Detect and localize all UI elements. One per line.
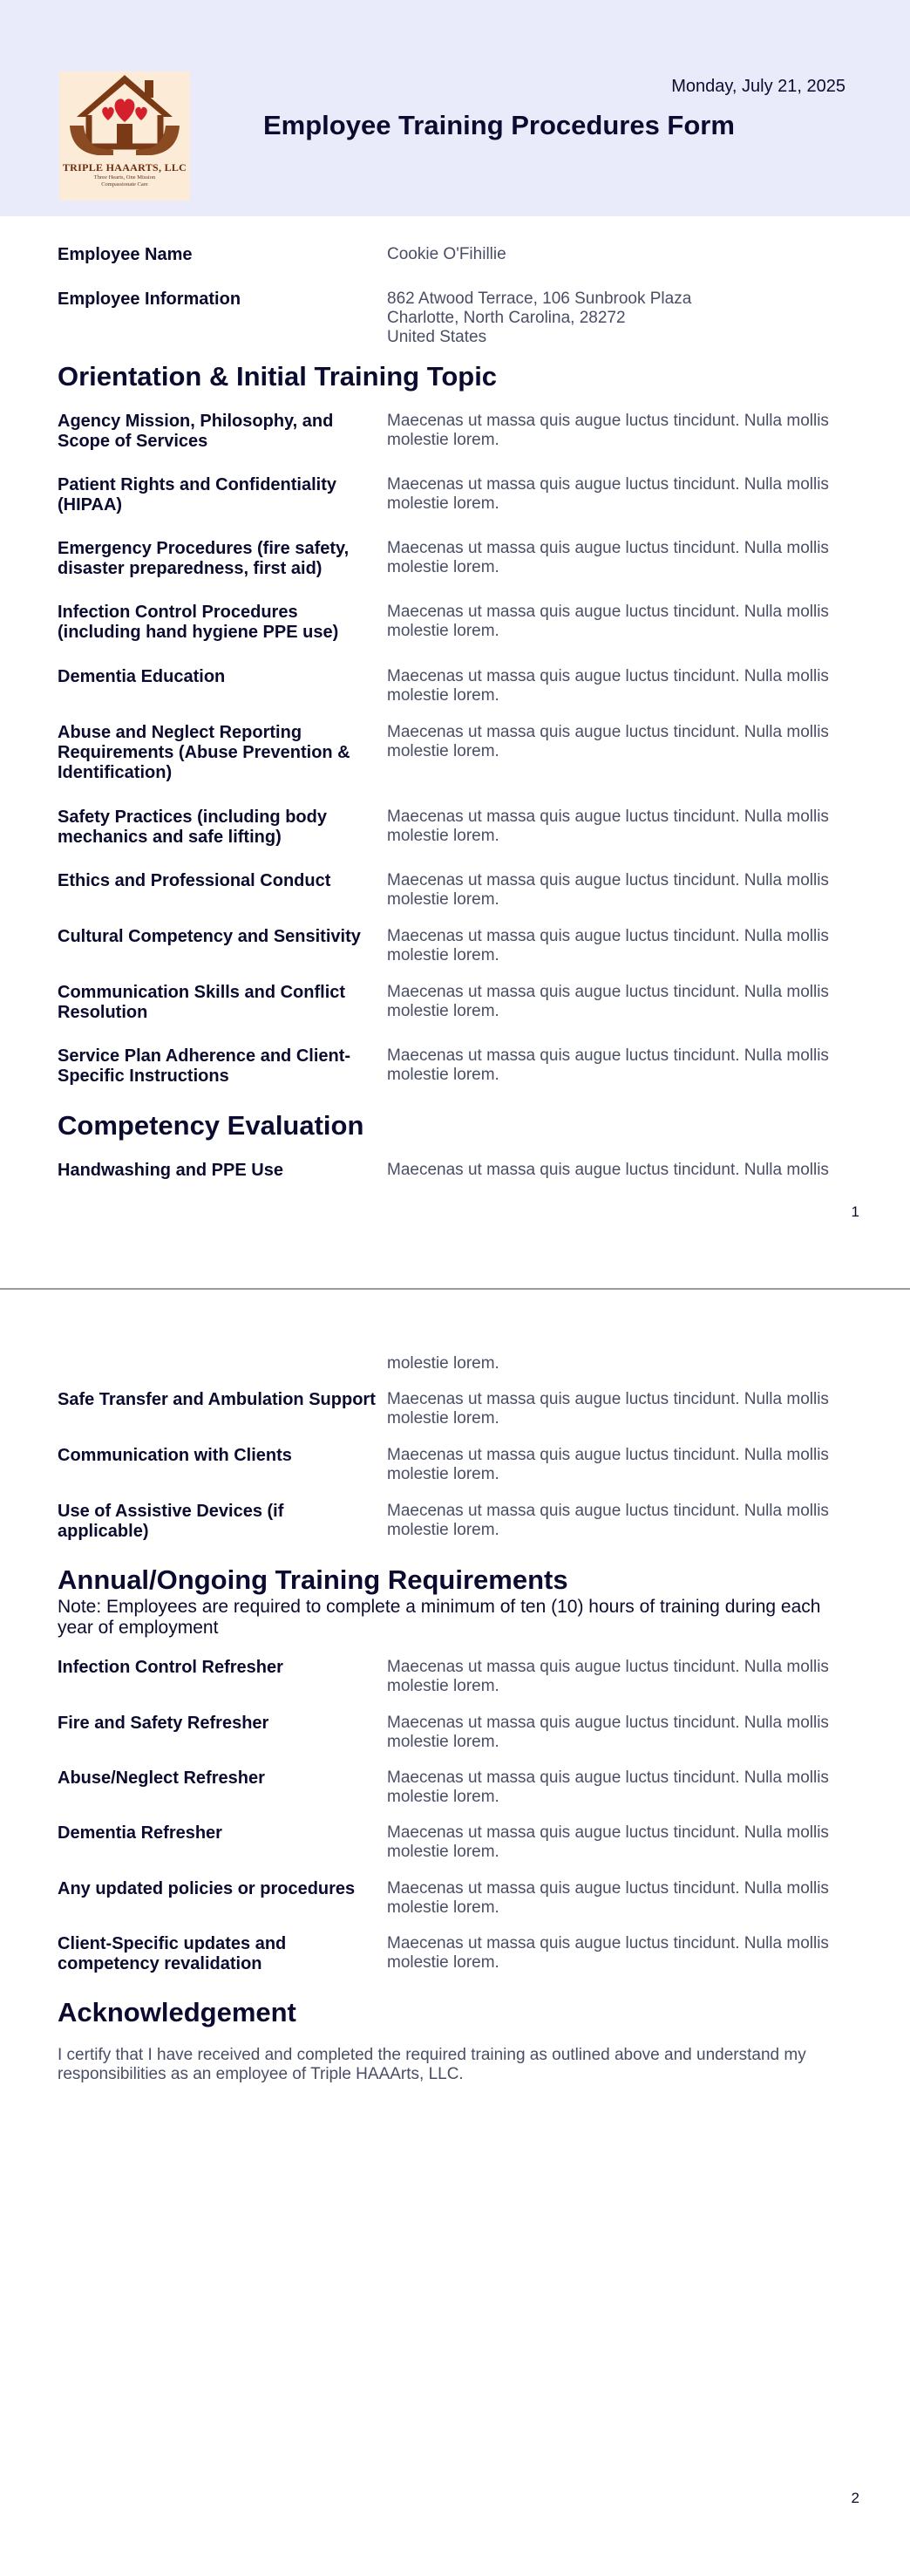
orientation-topic-value: Maecenas ut massa quis augue luctus tincidunt. Nulla mollis molestie lorem.	[387, 983, 829, 1020]
competency-section-title: Competency Evaluation	[58, 1110, 364, 1141]
orientation-topic-label: Emergency Procedures (fire safety, disaster preparedness, first aid)	[58, 539, 350, 578]
annual-label: Abuse/Neglect Refresher	[58, 1768, 265, 1788]
competency-value: Maecenas ut massa quis augue luctus tincidunt. Nulla mollis molestie lorem.	[387, 1390, 829, 1428]
document-date: Monday, July 21, 2025	[671, 77, 845, 96]
orientation-topic-value: Maecenas ut massa quis augue luctus tincidunt. Nulla mollis molestie lorem.	[387, 927, 829, 964]
competency-value-continued: molestie lorem.	[387, 1354, 499, 1373]
competency-value: Maecenas ut massa quis augue luctus tincidunt. Nulla mollis molestie lorem.	[387, 1446, 829, 1483]
orientation-topic-label: Patient Rights and Confidentiality (HIPAA)	[58, 475, 337, 515]
page-number: 2	[851, 2490, 859, 2506]
annual-label: Any updated policies or procedures	[58, 1879, 356, 1898]
competency-label: Handwashing and PPE Use	[58, 1161, 283, 1180]
orientation-topic-label: Service Plan Adherence and Client-Specific Instructions	[58, 1046, 351, 1086]
annual-value: Maecenas ut massa quis augue luctus tincidunt. Nulla mollis molestie lorem.	[387, 1823, 829, 1861]
address-line-3: United States	[387, 328, 487, 346]
orientation-topic-value: Maecenas ut massa quis augue luctus tincidunt. Nulla mollis molestie lorem.	[387, 475, 829, 513]
address-line-1: 862 Atwood Terrace, 106 Sunbrook Plaza	[387, 290, 692, 308]
orientation-topic-label: Ethics and Professional Conduct	[58, 871, 331, 890]
employee-address	[387, 290, 852, 347]
page-2	[0, 1291, 910, 2576]
competency-label: Communication with Clients	[58, 1446, 292, 1465]
orientation-topic-label: Cultural Competency and Sensitivity	[58, 927, 361, 946]
employee-name-label: Employee Name	[58, 245, 193, 264]
document-header	[0, 0, 910, 216]
acknowledgement-section-title: Acknowledgement	[58, 1997, 296, 2027]
orientation-topic-label: Dementia Education	[58, 667, 226, 686]
address-line-2: Charlotte, North Carolina, 28272	[387, 309, 626, 327]
orientation-topic-value: Maecenas ut massa quis augue luctus tincidunt. Nulla mollis molestie lorem.	[387, 539, 829, 576]
orientation-topic-value: Maecenas ut massa quis augue luctus tincidunt. Nulla mollis molestie lorem.	[387, 723, 829, 760]
employee-name-value: Cookie O'Fihillie	[387, 245, 506, 263]
competency-value: Maecenas ut massa quis augue luctus tincidunt. Nulla mollis	[387, 1161, 829, 1179]
acknowledgement-text: I certify that I have received and completed the required training as outlined above and understand my responsibilities as an employee of Triple HAAArts, LLC.	[58, 2046, 806, 2083]
house-hands-hearts-icon	[59, 72, 190, 162]
orientation-topic-label: Safety Practices (including body mechanics and safe lifting)	[58, 808, 327, 847]
orientation-topic-label: Infection Control Procedures (including hand hygiene PPE use)	[58, 603, 339, 642]
annual-note: Note: Employees are required to complete a minimum of ten (10) hours of training during each year of employment	[58, 1597, 821, 1638]
orientation-topic-value: Maecenas ut massa quis augue luctus tincidunt. Nulla mollis molestie lorem.	[387, 667, 829, 705]
orientation-section-title: Orientation & Initial Training Topic	[58, 361, 498, 392]
page-number: 1	[851, 1203, 859, 1220]
page-title: Employee Training Procedures Form	[263, 110, 735, 140]
employee-info-label: Employee Information	[58, 290, 241, 309]
competency-label: Safe Transfer and Ambulation Support	[58, 1390, 376, 1409]
logo-tagline-line-1: Three Hearts, One Mission	[93, 174, 156, 181]
orientation-topic-label: Abuse and Neglect Reporting Requirements (Abuse Prevention & Identification)	[58, 723, 350, 782]
annual-label: Fire and Safety Refresher	[58, 1714, 269, 1733]
annual-value: Maecenas ut massa quis augue luctus tincidunt. Nulla mollis molestie lorem.	[387, 1768, 829, 1806]
annual-value: Maecenas ut massa quis augue luctus tincidunt. Nulla mollis molestie lorem.	[387, 1934, 829, 1972]
orientation-topic-value: Maecenas ut massa quis augue luctus tincidunt. Nulla mollis molestie lorem.	[387, 603, 829, 640]
annual-value: Maecenas ut massa quis augue luctus tincidunt. Nulla mollis molestie lorem.	[387, 1658, 829, 1695]
annual-value: Maecenas ut massa quis augue luctus tincidunt. Nulla mollis molestie lorem.	[387, 1714, 829, 1751]
annual-label: Infection Control Refresher	[58, 1658, 283, 1677]
annual-value: Maecenas ut massa quis augue luctus tincidunt. Nulla mollis molestie lorem.	[387, 1879, 829, 1917]
company-logo	[59, 72, 190, 201]
annual-label: Dementia Refresher	[58, 1823, 222, 1843]
competency-label: Use of Assistive Devices (if applicable)	[58, 1502, 284, 1541]
orientation-topic-value: Maecenas ut massa quis augue luctus tincidunt. Nulla mollis molestie lorem.	[387, 412, 829, 449]
orientation-topic-label: Communication Skills and Conflict Resolution	[58, 983, 346, 1022]
logo-tagline-line-2: Compassionate Care	[101, 181, 148, 187]
competency-value: Maecenas ut massa quis augue luctus tincidunt. Nulla mollis molestie lorem.	[387, 1502, 829, 1539]
orientation-topic-value: Maecenas ut massa quis augue luctus tincidunt. Nulla mollis molestie lorem.	[387, 1046, 829, 1084]
orientation-topic-value: Maecenas ut massa quis augue luctus tincidunt. Nulla mollis molestie lorem.	[387, 808, 829, 845]
annual-section-title: Annual/Ongoing Training Requirements	[58, 1564, 568, 1595]
orientation-topic-label: Agency Mission, Philosophy, and Scope of Services	[58, 412, 334, 451]
logo-company-name: TRIPLE HAAARTS, LLC	[62, 161, 187, 174]
logo-tagline	[59, 174, 190, 188]
page-divider	[0, 1288, 910, 1290]
orientation-topic-value: Maecenas ut massa quis augue luctus tincidunt. Nulla mollis molestie lorem.	[387, 871, 829, 909]
annual-label: Client-Specific updates and competency revalidation	[58, 1934, 287, 1973]
